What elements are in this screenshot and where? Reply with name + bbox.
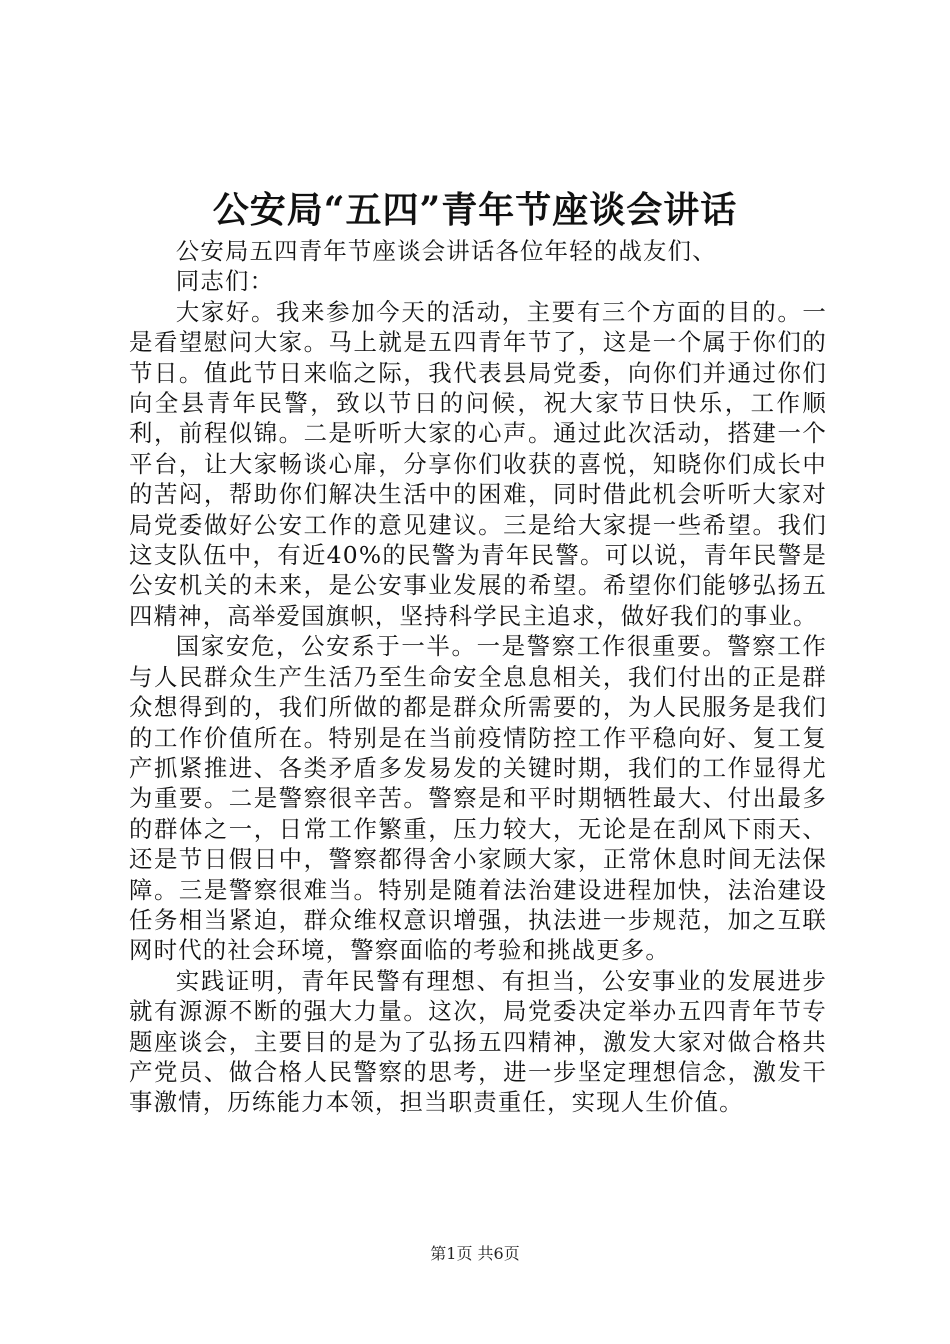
page-number-footer: 第1页 共6页: [430, 1244, 520, 1263]
paragraph-conclusion: 实践证明，青年民警有理想、有担当，公安事业的发展进步就有源源不断的强大力量。这次，局党委决定举办五四青年节专题座谈会，主要目的是为了弘扬五四精神，激发大家对做合格共产党员、做合格人民警察的思考，进一步坚定理想信念，激发干事激情，历练能力本领，担当职责重任，实现人生价值。: [129, 966, 827, 1117]
salutation-line: 同志们：: [175, 267, 275, 296]
paragraph-police-work: 国家安危，公安系于一半。一是警察工作很重要。警察工作与人民群众生产生活乃至生命安全息息相关，我们付出的正是群众想得到的，我们所做的都是群众所需要的，为人民服务是我们的工作价值所在。特别是在当前疫情防控工作平稳向好、复工复产抓紧推进、各类矛盾多发易发的关键时期，我们的工作显得尤为重要。二是警察很辛苦。警察是和平时期牺牲最大、付出最多的群体之一，日常工作繁重，压力较大，无论是在刮风下雨天、还是节日假日中，警察都得舍小家顾大家，正常休息时间无法保障。三是警察很难当。特别是随着法治建设进程加快，法治建设任务相当紧迫，群众维权意识增强，执法进一步规范，加之互联网时代的社会环境，警察面临的考验和挑战更多。: [129, 632, 827, 965]
paragraph-purposes: 大家好。我来参加今天的活动，主要有三个方面的目的。一是看望慰问大家。马上就是五四青年节了，这是一个属于你们的节日。值此节日来临之际，我代表县局党委，向你们并通过你们向全县青年民警，致以节日的问候，祝大家节日快乐，工作顺利，前程似锦。二是听听大家的心声。通过此次活动，搭建一个平台，让大家畅谈心扉，分享你们收获的喜悦，知晓你们成长中的苦闷，帮助你们解决生活中的困难，同时借此机会听听大家对局党委做好公安工作的意见建议。三是给大家提一些希望。我们这支队伍中，有近40%的民警为青年民警。可以说，青年民警是公安机关的未来，是公安事业发展的希望。希望你们能够弘扬五四精神，高举爱国旗帜，坚持科学民主追求，做好我们的事业。: [129, 297, 827, 630]
greeting-line: 公安局五四青年节座谈会讲话各位年轻的战友们、: [175, 237, 717, 265]
document-title: 公安局“五四”青年节座谈会讲话: [212, 189, 738, 231]
document-body: [129, 236, 827, 1118]
